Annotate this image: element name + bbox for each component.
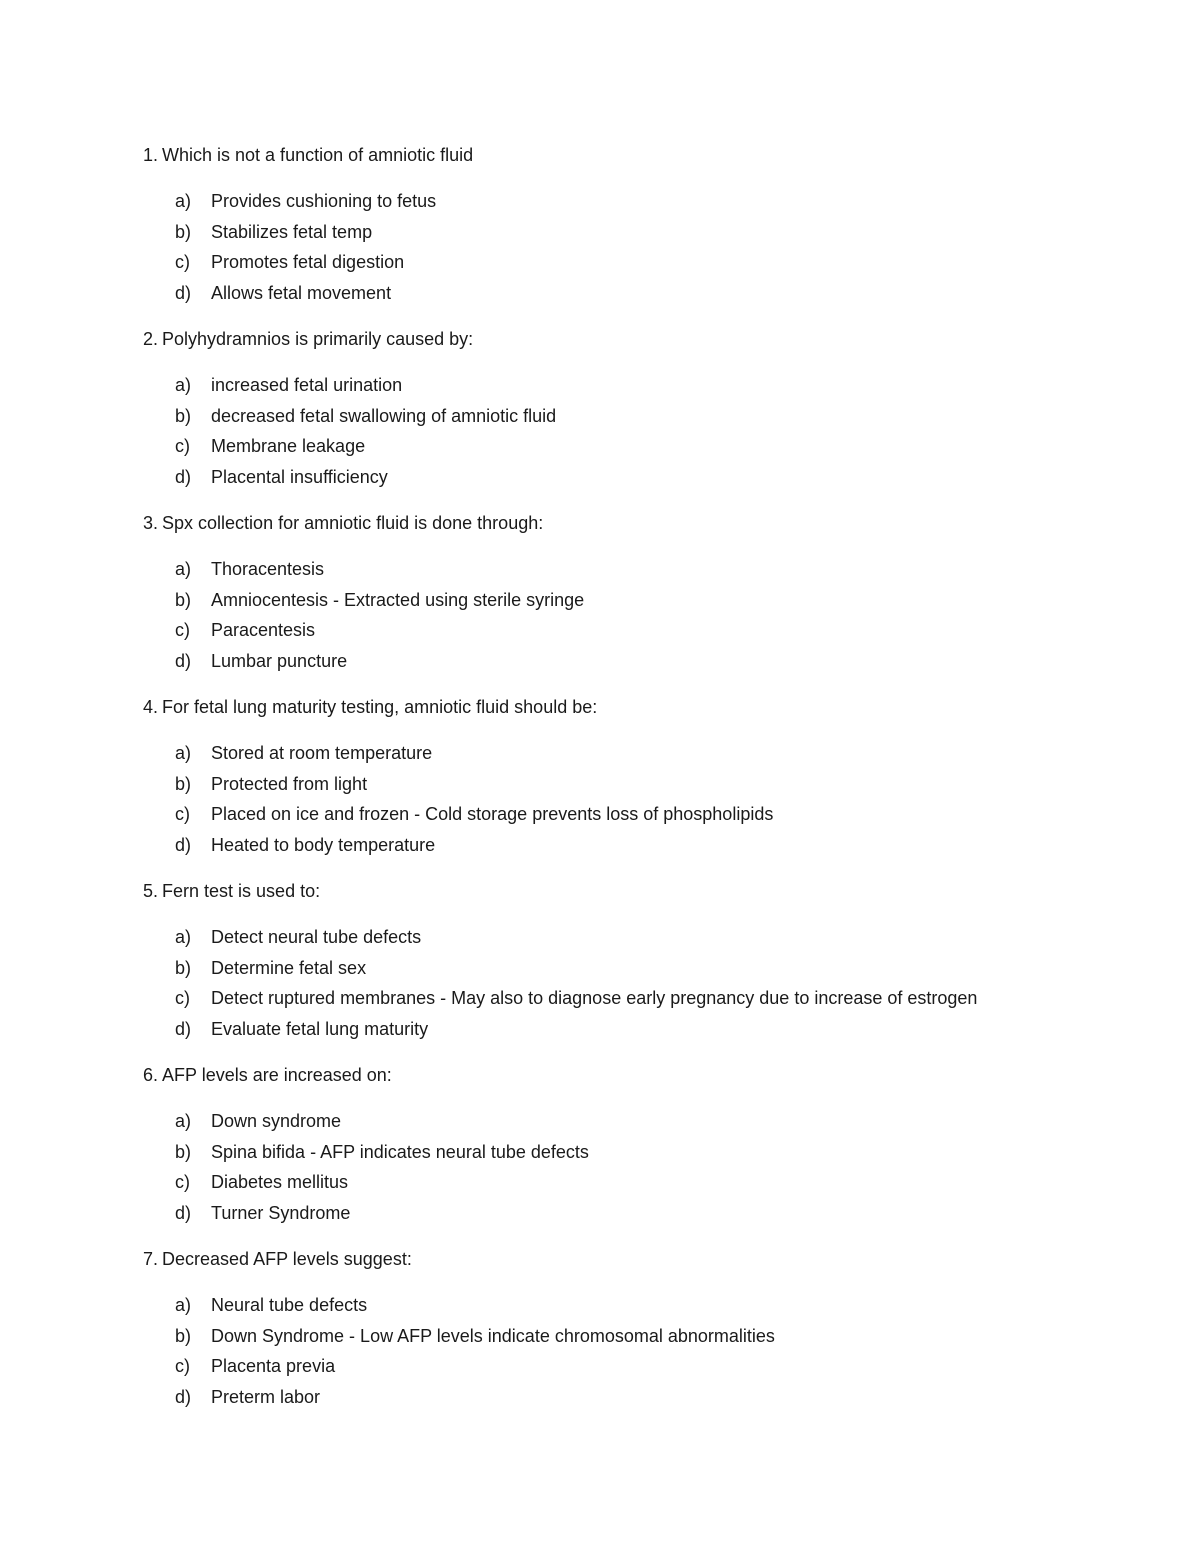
answer-option (143, 615, 1143, 646)
option-text: Promotes fetal digestion (211, 252, 405, 272)
option-text: Diabetes mellitus (211, 1172, 349, 1192)
question-number: 4. (143, 697, 159, 717)
question-text: Which is not a function of amniotic fluid (162, 145, 474, 165)
answer-option (143, 370, 1143, 401)
question-6 (143, 1062, 1143, 1246)
question-number: 5. (143, 881, 159, 901)
question-text: For fetal lung maturity testing, amniotic fluid should be: (162, 697, 598, 717)
option-letter: a) (175, 191, 192, 211)
answer-option (143, 1290, 1143, 1321)
question-list (143, 142, 1143, 1430)
question-number: 6. (143, 1065, 159, 1085)
question-text: Fern test is used to: (162, 881, 321, 901)
option-letter: b) (175, 1141, 192, 1162)
option-text: Placenta previa (211, 1356, 336, 1376)
option-text: Thoracentesis (211, 559, 325, 579)
option-list (143, 186, 1143, 308)
option-text: Heated to body temperature (211, 834, 436, 855)
question-number: 2. (143, 329, 159, 349)
option-letter: d) (175, 1386, 192, 1407)
option-letter: b) (175, 405, 192, 426)
answer-option (143, 1321, 1143, 1352)
answer-option (143, 1137, 1143, 1168)
option-letter: a) (175, 1111, 192, 1131)
option-text: Spina bifida - AFP indicates neural tube defects (211, 1141, 589, 1162)
option-text: Stabilizes fetal temp (211, 221, 373, 242)
question-1 (143, 142, 1143, 326)
answer-option (143, 1351, 1143, 1382)
answer-option (143, 799, 1143, 830)
option-text: Placed on ice and frozen - Cold storage prevents loss of phospholipids (211, 804, 774, 824)
option-letter: b) (175, 957, 192, 978)
option-list (143, 554, 1143, 676)
question-stem (143, 694, 1143, 720)
option-letter: b) (175, 773, 192, 794)
option-text: Evaluate fetal lung maturity (211, 1018, 429, 1039)
question-number: 7. (143, 1249, 159, 1269)
answer-option (143, 922, 1143, 953)
question-4 (143, 694, 1143, 878)
option-letter: a) (175, 743, 192, 763)
option-letter: a) (175, 927, 192, 947)
answer-option (143, 186, 1143, 217)
question-stem (143, 1062, 1143, 1088)
option-letter: d) (175, 1018, 192, 1039)
option-letter: c) (175, 436, 190, 456)
question-text: Spx collection for amniotic fluid is done through: (162, 513, 544, 533)
option-letter: b) (175, 589, 192, 610)
answer-option (143, 278, 1143, 309)
option-text: Detect ruptured membranes - May also to diagnose early pregnancy due to increase of estrogen (211, 988, 978, 1008)
option-letter: c) (175, 1172, 190, 1192)
question-stem (143, 1246, 1143, 1272)
option-letter: d) (175, 466, 192, 487)
answer-option (143, 953, 1143, 984)
answer-option (143, 1014, 1143, 1045)
option-letter: a) (175, 559, 192, 579)
answer-option (143, 830, 1143, 861)
option-letter: d) (175, 282, 192, 303)
option-text: Lumbar puncture (211, 650, 348, 671)
option-text: Neural tube defects (211, 1295, 368, 1315)
option-letter: c) (175, 620, 190, 640)
answer-option (143, 554, 1143, 585)
answer-option (143, 1382, 1143, 1413)
option-list (143, 738, 1143, 860)
option-text: Allows fetal movement (211, 282, 392, 303)
option-letter: a) (175, 1295, 192, 1315)
option-text: Down syndrome (211, 1111, 342, 1131)
option-text: Determine fetal sex (211, 957, 367, 978)
answer-option (143, 247, 1143, 278)
question-number: 1. (143, 145, 159, 165)
question-stem (143, 142, 1143, 168)
answer-option (143, 217, 1143, 248)
option-text: Provides cushioning to fetus (211, 191, 437, 211)
option-text: decreased fetal swallowing of amniotic fluid (211, 405, 557, 426)
option-letter: c) (175, 804, 190, 824)
answer-option (143, 431, 1143, 462)
option-list (143, 1290, 1143, 1412)
option-text: Placental insufficiency (211, 466, 388, 487)
question-2 (143, 326, 1143, 510)
option-list (143, 922, 1143, 1044)
question-text: Decreased AFP levels suggest: (162, 1249, 412, 1269)
option-letter: c) (175, 1356, 190, 1376)
option-list (143, 370, 1143, 492)
option-text: Protected from light (211, 773, 368, 794)
option-letter: c) (175, 988, 190, 1008)
option-letter: a) (175, 375, 192, 395)
question-text: Polyhydramnios is primarily caused by: (162, 329, 474, 349)
answer-option (143, 738, 1143, 769)
question-3 (143, 510, 1143, 694)
option-letter: d) (175, 834, 192, 855)
question-stem (143, 326, 1143, 352)
option-letter: d) (175, 1202, 192, 1223)
question-stem (143, 878, 1143, 904)
option-text: increased fetal urination (211, 375, 403, 395)
option-letter: d) (175, 650, 192, 671)
question-7 (143, 1246, 1143, 1430)
answer-option (143, 401, 1143, 432)
option-text: Detect neural tube defects (211, 927, 422, 947)
option-text: Turner Syndrome (211, 1202, 351, 1223)
option-text: Stored at room temperature (211, 743, 433, 763)
answer-option (143, 462, 1143, 493)
answer-option (143, 646, 1143, 677)
answer-option (143, 1106, 1143, 1137)
option-text: Preterm labor (211, 1386, 321, 1407)
answer-option (143, 1167, 1143, 1198)
option-text: Amniocentesis - Extracted using sterile syringe (211, 589, 585, 610)
option-letter: b) (175, 221, 192, 242)
answer-option (143, 983, 1143, 1014)
question-stem (143, 510, 1143, 536)
question-text: AFP levels are increased on: (162, 1065, 392, 1085)
option-letter: b) (175, 1325, 192, 1346)
answer-option (143, 1198, 1143, 1229)
answer-option (143, 585, 1143, 616)
option-letter: c) (175, 252, 190, 272)
option-text: Membrane leakage (211, 436, 366, 456)
option-text: Down Syndrome - Low AFP levels indicate chromosomal abnormalities (211, 1325, 775, 1346)
option-list (143, 1106, 1143, 1228)
option-text: Paracentesis (211, 620, 316, 640)
question-number: 3. (143, 513, 159, 533)
question-5 (143, 878, 1143, 1062)
answer-option (143, 769, 1143, 800)
